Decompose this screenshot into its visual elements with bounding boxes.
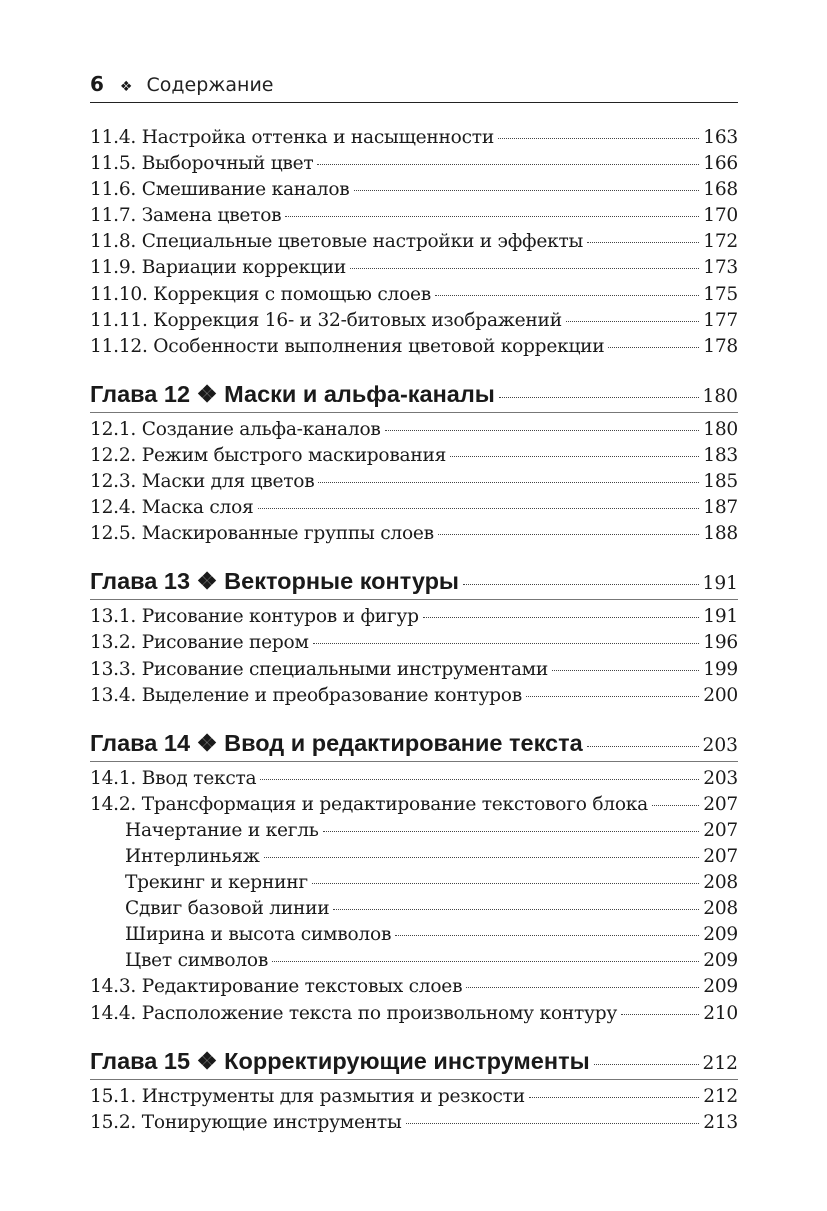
entry-page-number: 177 (703, 309, 738, 331)
entry-page-number: 207 (703, 819, 738, 841)
dot-leader (587, 746, 699, 747)
dot-leader (608, 347, 699, 348)
entry-page-number: 209 (703, 950, 738, 972)
dot-leader (463, 584, 698, 585)
chapter-page-number: 203 (702, 734, 738, 756)
entry-title: Сдвиг базовой линии (125, 898, 330, 920)
dot-leader (438, 534, 699, 535)
entry-title: 13.1. Рисование контуров и фигур (90, 606, 419, 628)
entry-title: 12.5. Маскированные группы слоев (90, 523, 434, 545)
entry-page-number: 209 (703, 976, 738, 998)
header-title: Содержание (146, 74, 274, 96)
entry-page-number: 185 (703, 471, 738, 493)
chapter-heading[interactable] (90, 563, 738, 599)
toc-entry[interactable] (90, 495, 738, 521)
toc-subentry[interactable] (90, 818, 738, 844)
entry-page-number: 210 (703, 1002, 738, 1024)
chapter-heading[interactable] (90, 725, 738, 761)
toc-subentry[interactable] (90, 896, 738, 922)
entry-title: 15.2. Тонирующие инструменты (90, 1111, 402, 1133)
toc-entry[interactable] (90, 417, 738, 443)
toc-subentry[interactable] (90, 844, 738, 870)
toc-entry[interactable] (90, 203, 738, 229)
entry-page-number: 207 (703, 845, 738, 867)
toc-entry[interactable] (90, 229, 738, 255)
dot-leader (587, 242, 699, 243)
entry-title: 11.12. Особенности выполнения цветовой коррекции (90, 335, 605, 357)
chapter-divider (90, 599, 738, 600)
entry-title: 12.4. Маска слоя (90, 497, 254, 519)
dot-leader (395, 935, 699, 936)
entry-page-number: 208 (703, 898, 738, 920)
chapter-divider (90, 412, 738, 413)
entry-title: 12.1. Создание альфа-каналов (90, 418, 381, 440)
entry-page-number: 209 (703, 924, 738, 946)
toc-entry[interactable] (90, 683, 738, 709)
dot-leader (323, 831, 700, 832)
entry-title: Интерлиньяж (125, 845, 260, 867)
chapter-page-number: 191 (702, 573, 738, 595)
dot-leader (566, 321, 699, 322)
entry-page-number: 170 (703, 205, 738, 227)
dot-leader (423, 617, 700, 618)
entry-page-number: 203 (703, 767, 738, 789)
toc-entry[interactable] (90, 151, 738, 177)
dot-leader (552, 670, 699, 671)
entry-page-number: 172 (703, 231, 738, 253)
entry-page-number: 166 (703, 153, 738, 175)
entry-page-number: 175 (703, 283, 738, 305)
chapter-page-number: 212 (702, 1052, 738, 1074)
dot-leader (435, 295, 699, 296)
entry-page-number: 196 (703, 632, 738, 654)
chapter-heading[interactable] (90, 1043, 738, 1079)
dot-leader (498, 138, 699, 139)
entry-page-number: 178 (703, 335, 738, 357)
entry-page-number: 188 (703, 523, 738, 545)
entry-title: 11.4. Настройка оттенка и насыщенности (90, 127, 494, 148)
running-header (90, 72, 738, 103)
toc-entry[interactable] (90, 255, 738, 281)
dot-leader (285, 216, 699, 217)
entry-title: 13.2. Рисование пером (90, 632, 309, 654)
entry-page-number: 213 (703, 1111, 738, 1133)
dot-leader (466, 987, 699, 988)
toc-entry[interactable] (90, 766, 738, 792)
toc-entry[interactable] (90, 308, 738, 334)
entry-page-number: 180 (703, 418, 738, 440)
entry-page-number: 207 (703, 793, 738, 815)
chapter-title: Глава 12 ❖ Маски и альфа-каналы (90, 380, 495, 407)
entry-title: 12.2. Режим быстрого маскирования (90, 444, 447, 466)
dot-leader (652, 805, 699, 806)
diamond-ornament-icon: ❖ (119, 79, 133, 95)
entry-page-number: 212 (703, 1085, 738, 1107)
toc-entry[interactable] (90, 125, 738, 151)
entry-title: 14.2. Трансформация и редактирование текстового блока (90, 793, 648, 815)
toc-subentry[interactable] (90, 948, 738, 974)
entry-title: 14.4. Расположение текста по произвольному контуру (90, 1002, 618, 1024)
page-number: 6 (90, 72, 104, 96)
entry-title: Трекинг и кернинг (125, 872, 308, 894)
entry-page-number: 183 (703, 444, 738, 466)
toc-subentry[interactable] (90, 870, 738, 896)
toc-entry[interactable] (90, 1110, 738, 1136)
chapter-page-number: 180 (702, 385, 738, 407)
chapter-title: Глава 15 ❖ Корректирующие инструменты (90, 1047, 590, 1074)
dot-leader (526, 696, 699, 697)
dot-leader (350, 268, 699, 269)
dot-leader (406, 1123, 700, 1124)
chapter-divider (90, 1079, 738, 1080)
entry-title: 13.4. Выделение и преобразование контуров (90, 684, 522, 706)
chapter-title: Глава 13 ❖ Векторные контуры (90, 568, 460, 595)
dot-leader (385, 430, 700, 431)
entry-title: 11.10. Коррекция с помощью слоев (90, 283, 432, 305)
dot-leader (499, 397, 699, 398)
toc-entry[interactable] (90, 657, 738, 683)
entry-page-number: 200 (703, 684, 738, 706)
toc-entry[interactable] (90, 1084, 738, 1110)
toc-entry[interactable] (90, 630, 738, 656)
dot-leader (317, 164, 699, 165)
toc-section (90, 376, 738, 547)
chapter-divider (90, 761, 738, 762)
toc-entry[interactable] (90, 521, 738, 547)
dot-leader (264, 857, 700, 858)
entry-title: 11.6. Смешивание каналов (90, 179, 350, 201)
toc-subentry[interactable] (90, 922, 738, 948)
entry-page-number: 208 (703, 872, 738, 894)
chapter-heading[interactable] (90, 376, 738, 412)
entry-title: 11.9. Вариации коррекции (90, 257, 346, 279)
entry-page-number: 163 (703, 127, 738, 148)
entry-page-number: 168 (703, 179, 738, 201)
entry-page-number: 191 (703, 606, 738, 628)
toc-entry[interactable] (90, 604, 738, 630)
entry-title: 15.1. Инструменты для размытия и резкости (90, 1085, 525, 1107)
entry-title: 11.8. Специальные цветовые настройки и эффекты (90, 231, 584, 253)
entry-title: 14.3. Редактирование текстовых слоев (90, 976, 463, 998)
dot-leader (594, 1064, 699, 1065)
entry-title: 12.3. Маски для цветов (90, 471, 315, 493)
entry-page-number: 173 (703, 257, 738, 279)
entry-page-number: 187 (703, 497, 738, 519)
toc-entry[interactable] (90, 974, 738, 1000)
entry-title: 11.5. Выборочный цвет (90, 153, 314, 175)
entry-title: Начертание и кегль (125, 819, 319, 841)
toc-page (90, 72, 738, 1136)
toc-entry[interactable] (90, 282, 738, 308)
dot-leader (354, 190, 700, 191)
dot-leader (621, 1014, 699, 1015)
toc-entry[interactable] (90, 177, 738, 203)
entry-title: Цвет символов (125, 950, 269, 972)
dot-leader (318, 482, 699, 483)
entry-page-number: 199 (703, 658, 738, 680)
entry-title: 11.7. Замена цветов (90, 205, 282, 227)
dot-leader (312, 883, 699, 884)
toc-section (90, 725, 738, 1027)
entry-title: 13.3. Рисование специальными инструментами (90, 658, 549, 680)
dot-leader (529, 1097, 699, 1098)
table-of-contents (90, 125, 738, 1136)
dot-leader (272, 961, 699, 962)
toc-entry[interactable] (90, 443, 738, 469)
dot-leader (333, 909, 699, 910)
toc-section (90, 563, 738, 708)
toc-entry[interactable] (90, 334, 738, 360)
toc-entry[interactable] (90, 792, 738, 818)
dot-leader (258, 508, 700, 509)
dot-leader (313, 643, 700, 644)
toc-section (90, 125, 738, 360)
entry-title: 11.11. Коррекция 16- и 32-битовых изображений (90, 309, 562, 331)
entry-title: 14.1. Ввод текста (90, 767, 257, 789)
dot-leader (450, 456, 699, 457)
toc-entry[interactable] (90, 469, 738, 495)
dot-leader (260, 779, 699, 780)
chapter-title: Глава 14 ❖ Ввод и редактирование текста (90, 729, 583, 756)
toc-entry[interactable] (90, 1001, 738, 1027)
toc-section (90, 1043, 738, 1136)
entry-title: Ширина и высота символов (125, 924, 392, 946)
